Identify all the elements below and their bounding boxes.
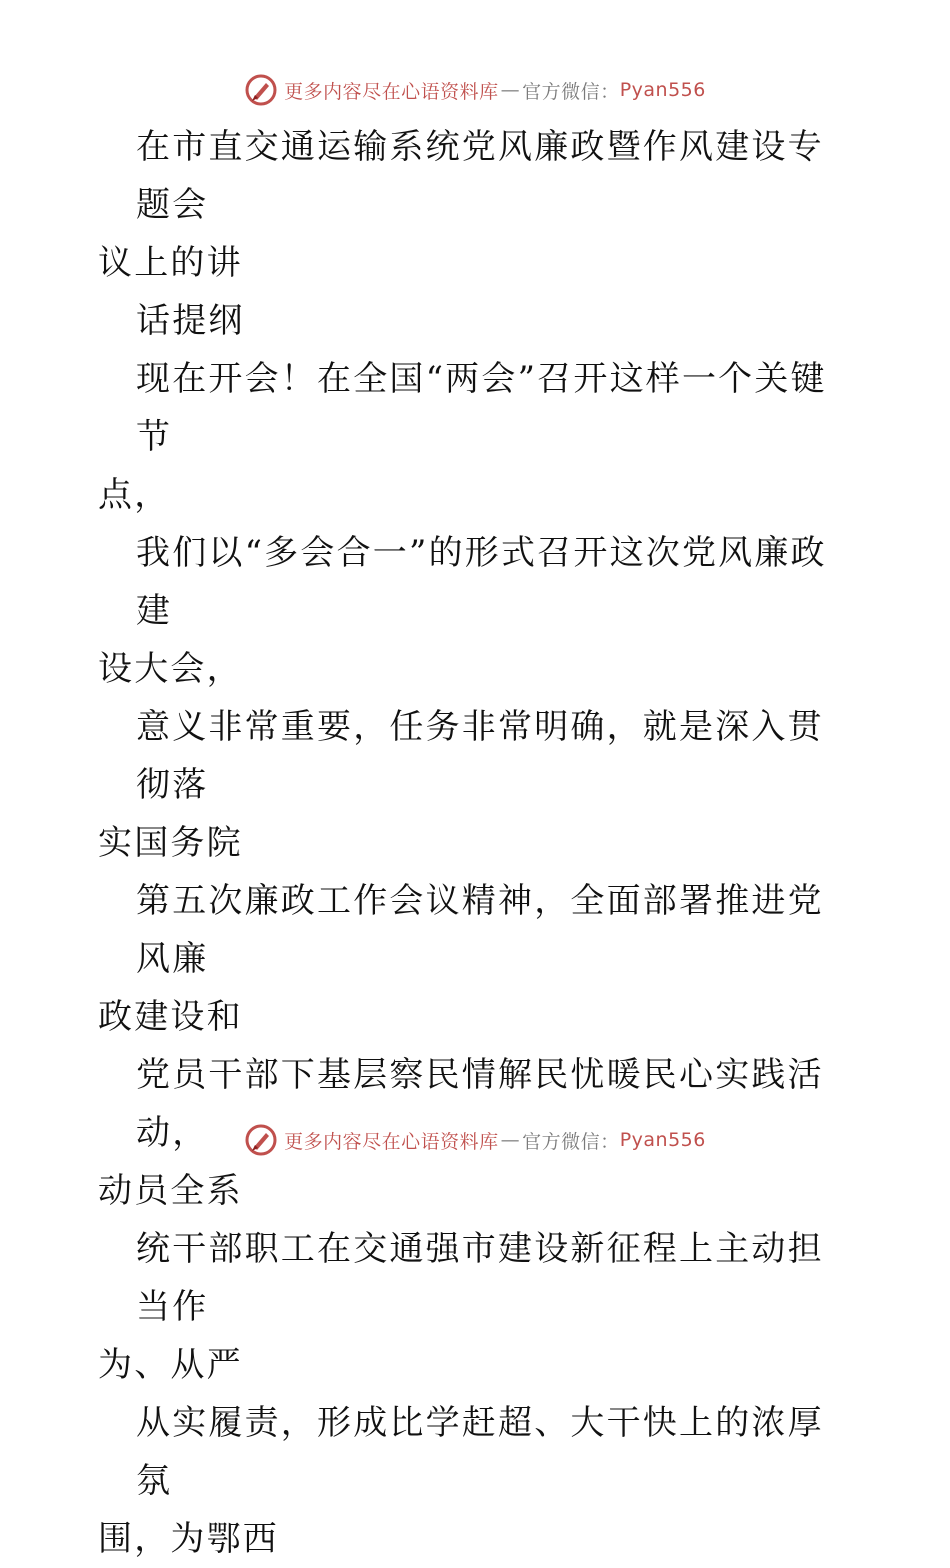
- banner-official-label: 官方微信：: [522, 80, 620, 103]
- paragraph: [98, 350, 858, 524]
- header-banner: [0, 70, 950, 110]
- banner-separator: —: [500, 1129, 521, 1151]
- paragraph-line: 统干部职工在交通强市建设新征程上主动担当作: [136, 1229, 824, 1327]
- footer-banner: [0, 1120, 950, 1160]
- paragraph-line: 在市直交通运输系统党风廉政暨作风建设专题会: [136, 127, 824, 225]
- banner-wechat-id: Pyan556: [619, 79, 706, 101]
- paragraph: [98, 118, 858, 292]
- paragraph-line: 动员全系: [98, 1171, 243, 1211]
- paragraph-line: 我们以“多会合一”的形式召开这次党风廉政建: [136, 533, 827, 631]
- banner-separator: —: [500, 79, 521, 101]
- paragraph-line: 设大会，: [98, 649, 243, 689]
- paragraph-line: 议上的讲: [98, 243, 243, 283]
- pen-logo-icon: [244, 1123, 278, 1157]
- paragraph: [98, 698, 858, 872]
- paragraph-line: 第五次廉政工作会议精神，全面部署推进党风廉: [136, 881, 824, 979]
- paragraph: [98, 524, 858, 698]
- banner-official-label: 官方微信：: [522, 1130, 620, 1153]
- paragraph-line: 话提纲: [136, 301, 245, 341]
- pen-logo-icon: [244, 73, 278, 107]
- paragraph: [98, 1394, 858, 1568]
- paragraph-line: 党员干部下基层察民情解民忧暖民心实践活动，: [136, 1055, 824, 1153]
- paragraph-line: 围，为鄂西: [98, 1519, 279, 1559]
- paragraph-line: 为、从严: [98, 1345, 243, 1385]
- banner-text: 更多内容尽在心语资料库: [284, 1130, 499, 1153]
- paragraph: [98, 292, 858, 350]
- paragraph-line: 从实履责，形成比学赶超、大干快上的浓厚氛: [136, 1403, 824, 1501]
- banner-wechat-id: Pyan556: [619, 1129, 706, 1151]
- paragraph-line: 现在开会！在全国“两会”召开这样一个关键节: [136, 359, 827, 457]
- document-body: [98, 118, 858, 1568]
- paragraph-line: 实国务院: [98, 823, 243, 863]
- paragraph-line: 点，: [98, 475, 171, 515]
- paragraph: [98, 1220, 858, 1394]
- paragraph-line: 意义非常重要，任务非常明确，就是深入贯彻落: [136, 707, 824, 805]
- paragraph: [98, 872, 858, 1046]
- banner-text: 更多内容尽在心语资料库: [284, 80, 499, 103]
- paragraph-line: 政建设和: [98, 997, 243, 1037]
